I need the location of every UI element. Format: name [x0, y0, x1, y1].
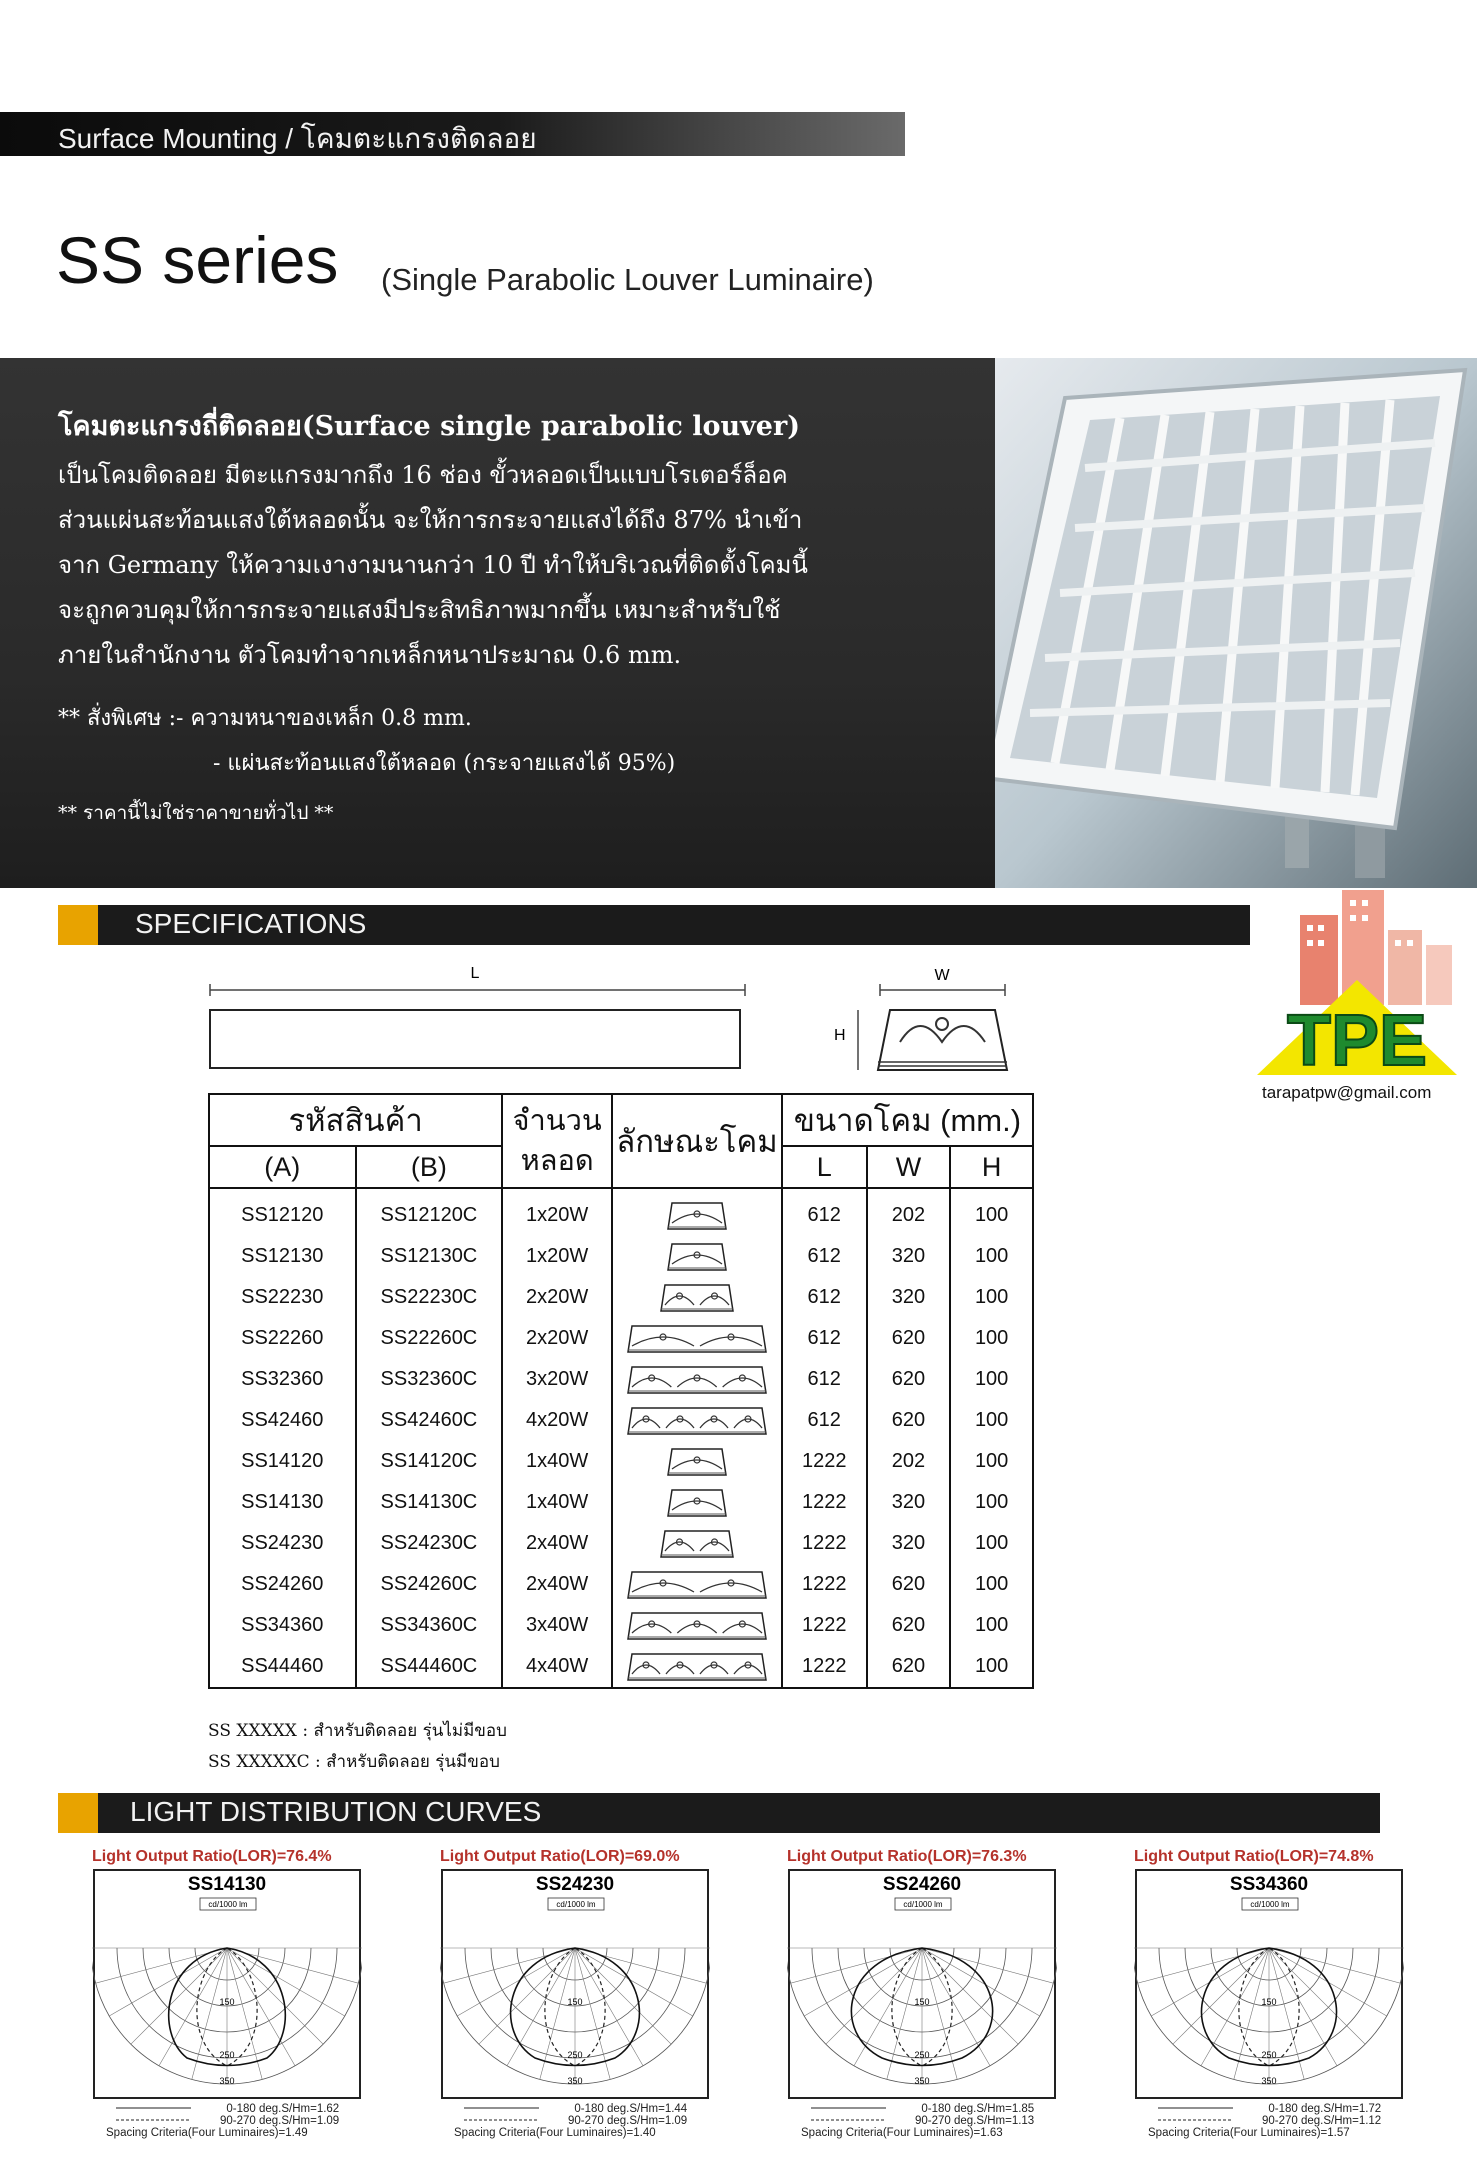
product-code-b: SS22260C: [356, 1318, 503, 1359]
legend-solid-line: [801, 2104, 891, 2112]
height-mm: 100: [950, 1564, 1033, 1605]
luminaire-section-icon: [627, 1324, 767, 1354]
product-code-b: SS44460C: [356, 1646, 503, 1688]
lamp-count: 2x40W: [502, 1564, 612, 1605]
curve-unit: cd/1000 lm: [208, 1900, 248, 1909]
legend-row: [787, 2103, 1087, 2115]
curve-model: SS14130: [187, 1874, 267, 1895]
section-accent: [58, 905, 98, 945]
category-header: Surface Mounting / โคมตะแกรงติดลอย: [58, 123, 537, 154]
legend-dashed-line: [801, 2116, 891, 2124]
luminaire-section-icon: [627, 1365, 767, 1395]
product-code-b: SS14130C: [356, 1482, 503, 1523]
table-row: [209, 1441, 1033, 1482]
width-mm: 620: [867, 1359, 951, 1400]
dimension-end-view: [830, 962, 1040, 1077]
legend-row: [1134, 2103, 1434, 2115]
table-row: [209, 1523, 1033, 1564]
ring-label: 150: [567, 1997, 583, 2007]
product-code-b: SS12120C: [356, 1188, 503, 1236]
legend-row: [787, 2115, 1087, 2127]
legend-text: Spacing Criteria(Four Luminaires)=1.57: [1148, 2127, 1350, 2139]
legend-text: Spacing Criteria(Four Luminaires)=1.40: [454, 2127, 656, 2139]
luminaire-style: [612, 1523, 782, 1564]
legend-text: 0-180 deg.S/Hm=1.85: [921, 2103, 1035, 2115]
legend-text: Spacing Criteria(Four Luminaires)=1.49: [106, 2127, 308, 2139]
ring-label: 150: [914, 1997, 930, 2007]
table-row: [209, 1359, 1033, 1400]
luminaire-style: [612, 1236, 782, 1277]
distribution-curve-panel: [92, 1848, 392, 2139]
special-order-note: - แผ่นสะท้อนแสงใต้หลอด (กระจายแสงได้ 95%): [213, 751, 676, 776]
luminaire-style: [612, 1400, 782, 1441]
luminaire-photo: [995, 358, 1477, 888]
legend-text: 90-270 deg.S/Hm=1.09: [219, 2115, 340, 2127]
curve-unit: cd/1000 lm: [1250, 1900, 1290, 1909]
lamp-count: 1x20W: [502, 1188, 612, 1236]
section-accent: [58, 1793, 98, 1833]
height-mm: 100: [950, 1359, 1033, 1400]
luminaire-section-icon: [660, 1529, 734, 1559]
length-mm: 1222: [782, 1482, 867, 1523]
luminaire-style: [612, 1188, 782, 1236]
legend-row: [440, 2103, 740, 2115]
tpe-logo: [1252, 885, 1462, 1085]
legend-row: [440, 2115, 740, 2127]
description-heading: โคมตะแกรงถี่ติดลอย(Surface single parabolic louver): [58, 411, 800, 442]
header-col-b: (B): [356, 1146, 503, 1188]
polar-curve-chart: [1134, 1868, 1404, 2100]
ring-label: 350: [914, 2076, 930, 2086]
length-mm: 612: [782, 1400, 867, 1441]
length-mm: 612: [782, 1236, 867, 1277]
length-mm: 612: [782, 1188, 867, 1236]
luminaire-style: [612, 1277, 782, 1318]
ring-label: 350: [1261, 2076, 1277, 2086]
width-mm: 320: [867, 1523, 951, 1564]
luminaire-style: [612, 1482, 782, 1523]
product-code-a: SS34360: [209, 1605, 356, 1646]
width-mm: 320: [867, 1277, 951, 1318]
curve-model: SS24260: [882, 1874, 962, 1895]
specifications-table: [208, 1093, 1034, 1689]
legend-text: Spacing Criteria(Four Luminaires)=1.63: [801, 2127, 1003, 2139]
table-row: [209, 1400, 1033, 1441]
legend-text: 90-270 deg.S/Hm=1.13: [914, 2115, 1035, 2127]
width-mm: 320: [867, 1236, 951, 1277]
product-code-a: SS22260: [209, 1318, 356, 1359]
lamp-count: 4x20W: [502, 1400, 612, 1441]
ring-label: 350: [567, 2076, 583, 2086]
header-size: ขนาดโคม (mm.): [782, 1094, 1033, 1146]
lamp-count: 2x20W: [502, 1277, 612, 1318]
luminaire-section-icon: [660, 1283, 734, 1313]
height-mm: 100: [950, 1188, 1033, 1236]
product-code-a: SS12130: [209, 1236, 356, 1277]
lamp-count: 3x40W: [502, 1605, 612, 1646]
width-mm: 320: [867, 1482, 951, 1523]
product-code-b: SS42460C: [356, 1400, 503, 1441]
lamp-count: 2x40W: [502, 1523, 612, 1564]
special-order-note: ** สั่งพิเศษ :- ความหนาของเหล็ก 0.8 mm.: [58, 706, 472, 731]
height-mm: 100: [950, 1441, 1033, 1482]
table-row: [209, 1318, 1033, 1359]
curve-unit: cd/1000 lm: [903, 1900, 943, 1909]
width-mm: 620: [867, 1564, 951, 1605]
width-mm: 620: [867, 1318, 951, 1359]
header-L: L: [782, 1146, 867, 1188]
legend-text: 90-270 deg.S/Hm=1.09: [567, 2115, 688, 2127]
luminaire-style: [612, 1318, 782, 1359]
price-note: ** ราคานี้ไม่ใช่ราคาขายทั่วไป **: [58, 802, 334, 824]
legend-solid-line: [1148, 2104, 1238, 2112]
product-code-b: SS32360C: [356, 1359, 503, 1400]
polar-curve-chart: [787, 1868, 1057, 2100]
description-line: จะถูกควบคุมให้การกระจายแสงมีประสิทธิภาพมากขึ้น เหมาะสำหรับใช้: [58, 596, 781, 624]
product-code-a: SS24260: [209, 1564, 356, 1605]
curve-model: SS24230: [535, 1874, 615, 1895]
table-row: [209, 1564, 1033, 1605]
contact-email[interactable]: tarapatpw@gmail.com: [1262, 1083, 1432, 1102]
ring-label: 250: [567, 2050, 583, 2060]
dim-label-W: W: [934, 967, 950, 984]
lamp-count: 4x40W: [502, 1646, 612, 1688]
table-row: [209, 1277, 1033, 1318]
ring-label: 150: [1261, 1997, 1277, 2007]
luminaire-style: [612, 1646, 782, 1688]
product-code-b: SS24260C: [356, 1564, 503, 1605]
legend-solid-line: [106, 2104, 196, 2112]
product-code-a: SS12120: [209, 1188, 356, 1236]
table-row: [209, 1646, 1033, 1688]
header-W: W: [867, 1146, 951, 1188]
product-code-b: SS22230C: [356, 1277, 503, 1318]
distribution-curve-panel: [1134, 1848, 1434, 2139]
lamp-count: 2x20W: [502, 1318, 612, 1359]
specifications-title: SPECIFICATIONS: [135, 908, 367, 939]
table-row: [209, 1236, 1033, 1277]
luminaire-section-icon: [667, 1201, 727, 1231]
legend-solid-line: [454, 2104, 544, 2112]
distribution-curve-panel: [440, 1848, 740, 2139]
width-mm: 620: [867, 1400, 951, 1441]
table-row: [209, 1482, 1033, 1523]
header-H: H: [950, 1146, 1033, 1188]
lor-value: Light Output Ratio(LOR)=69.0%: [440, 1848, 680, 1865]
product-code-b: SS34360C: [356, 1605, 503, 1646]
legend-dashed-line: [454, 2116, 544, 2124]
legend-text: 0-180 deg.S/Hm=1.72: [1268, 2103, 1382, 2115]
length-mm: 612: [782, 1359, 867, 1400]
height-mm: 100: [950, 1646, 1033, 1688]
luminaire-style: [612, 1605, 782, 1646]
legend-row: [92, 2103, 392, 2115]
luminaire-style: [612, 1359, 782, 1400]
width-mm: 202: [867, 1441, 951, 1482]
luminaire-section-icon: [667, 1242, 727, 1272]
product-code-a: SS22230: [209, 1277, 356, 1318]
tpe-logo-text: TPE: [1286, 1001, 1428, 1081]
luminaire-section-icon: [667, 1447, 727, 1477]
legend-dashed-line: [106, 2116, 196, 2124]
width-mm: 202: [867, 1188, 951, 1236]
curve-unit: cd/1000 lm: [556, 1900, 596, 1909]
product-code-a: SS32360: [209, 1359, 356, 1400]
length-mm: 1222: [782, 1523, 867, 1564]
lamp-count: 1x20W: [502, 1236, 612, 1277]
legend-text: 90-270 deg.S/Hm=1.12: [1261, 2115, 1382, 2127]
width-mm: 620: [867, 1605, 951, 1646]
header-product-code: รหัสสินค้า: [209, 1094, 502, 1146]
height-mm: 100: [950, 1400, 1033, 1441]
series-title: SS series: [56, 223, 339, 297]
width-mm: 620: [867, 1646, 951, 1688]
luminaire-section-icon: [627, 1406, 767, 1436]
table-row: [209, 1605, 1033, 1646]
lamp-count: 1x40W: [502, 1441, 612, 1482]
length-mm: 1222: [782, 1605, 867, 1646]
series-subtitle: (Single Parabolic Louver Luminaire): [381, 262, 874, 297]
product-code-a: SS42460: [209, 1400, 356, 1441]
product-code-a: SS24230: [209, 1523, 356, 1564]
ring-label: 250: [914, 2050, 930, 2060]
description-line: จาก Germany ให้ความเงางามนานกว่า 10 ปี ทำให้บริเวณที่ติดตั้งโคมนี้: [58, 551, 808, 579]
length-mm: 612: [782, 1318, 867, 1359]
product-code-b: SS14120C: [356, 1441, 503, 1482]
length-mm: 1222: [782, 1646, 867, 1688]
lor-value: Light Output Ratio(LOR)=74.8%: [1134, 1848, 1374, 1865]
height-mm: 100: [950, 1277, 1033, 1318]
height-mm: 100: [950, 1318, 1033, 1359]
model-note: SS XXXXX : สำหรับติดลอย รุ่นไม่มีขอบ: [208, 1721, 507, 1741]
luminaire-section-icon: [627, 1652, 767, 1682]
length-mm: 612: [782, 1277, 867, 1318]
light-distribution-title: LIGHT DISTRIBUTION CURVES: [130, 1796, 542, 1827]
dim-label-L: L: [470, 965, 480, 982]
legend-text: 0-180 deg.S/Hm=1.62: [226, 2103, 340, 2115]
legend-row: [92, 2115, 392, 2127]
legend-text: 0-180 deg.S/Hm=1.44: [574, 2103, 688, 2115]
lor-value: Light Output Ratio(LOR)=76.3%: [787, 1848, 1027, 1865]
height-mm: 100: [950, 1523, 1033, 1564]
specifications-rows: [209, 1188, 1033, 1688]
height-mm: 100: [950, 1605, 1033, 1646]
header-style: ลักษณะโคม: [612, 1094, 782, 1188]
product-code-b: SS24230C: [356, 1523, 503, 1564]
ring-label: 150: [219, 1997, 235, 2007]
lamp-count: 1x40W: [502, 1482, 612, 1523]
dim-label-H: H: [834, 1027, 846, 1044]
legend-row: [1134, 2115, 1434, 2127]
product-code-a: SS14120: [209, 1441, 356, 1482]
product-code-b: SS12130C: [356, 1236, 503, 1277]
polar-curve-chart: [440, 1868, 710, 2100]
description-line: ส่วนแผ่นสะท้อนแสงใต้หลอดนั้น จะให้การกระจายแสงได้ถึง 87% นำเข้า: [58, 506, 803, 534]
luminaire-section-icon: [667, 1488, 727, 1518]
length-mm: 1222: [782, 1441, 867, 1482]
polar-curve-chart: [92, 1868, 362, 2100]
lor-value: Light Output Ratio(LOR)=76.4%: [92, 1848, 332, 1865]
legend-dashed-line: [1148, 2116, 1238, 2124]
header-lamps: จำนวน หลอด: [502, 1094, 612, 1188]
lamp-count: 3x20W: [502, 1359, 612, 1400]
dimension-side-view: [200, 960, 760, 1075]
luminaire-section-icon: [627, 1570, 767, 1600]
distribution-curve-panel: [787, 1848, 1087, 2139]
product-code-a: SS14130: [209, 1482, 356, 1523]
product-code-a: SS44460: [209, 1646, 356, 1688]
ring-label: 250: [219, 2050, 235, 2060]
luminaire-style: [612, 1564, 782, 1605]
table-row: [209, 1188, 1033, 1236]
height-mm: 100: [950, 1482, 1033, 1523]
header-col-a: (A): [209, 1146, 356, 1188]
luminaire-style: [612, 1441, 782, 1482]
ring-label: 250: [1261, 2050, 1277, 2060]
model-note: SS XXXXXC : สำหรับติดลอย รุ่นมีขอบ: [208, 1752, 500, 1772]
description-line: ภายในสำนักงาน ตัวโคมทำจากเหล็กหนาประมาณ 0.6 mm.: [58, 641, 682, 669]
ring-label: 350: [219, 2076, 235, 2086]
description-line: เป็นโคมติดลอย มีตะแกรงมากถึง 16 ช่อง ขั้วหลอดเป็นแบบโรเตอร์ล็อค: [58, 461, 788, 489]
height-mm: 100: [950, 1236, 1033, 1277]
luminaire-section-icon: [627, 1611, 767, 1641]
length-mm: 1222: [782, 1564, 867, 1605]
curve-model: SS34360: [1229, 1874, 1309, 1895]
